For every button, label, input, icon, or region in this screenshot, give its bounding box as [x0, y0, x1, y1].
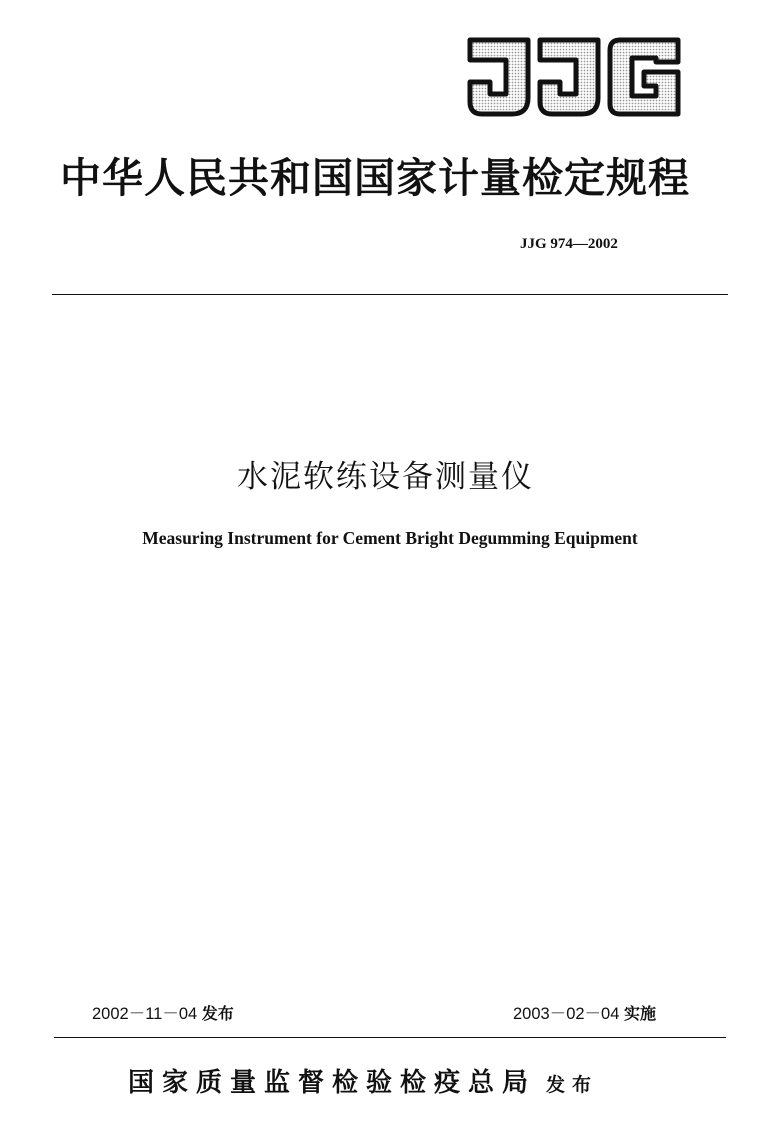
document-title-cn: 水泥软练设备测量仪 — [237, 459, 534, 495]
standard-number: JJG 974—2002 — [520, 236, 618, 252]
regulation-series-title: 中华人民共和国国家计量检定规程 — [60, 154, 690, 202]
publisher-name: 国家质量监督检验检疫总局 — [128, 1068, 537, 1098]
implement-label: 实施 — [624, 1004, 657, 1023]
top-divider — [52, 294, 728, 295]
implement-date — [513, 1000, 656, 1024]
publisher-suffix: 发布 — [546, 1074, 599, 1096]
issue-label: 发布 — [201, 1004, 234, 1023]
issue-date-value: 2002－11－04 — [92, 1005, 198, 1023]
implement-date-value: 2003－02－04 — [513, 1005, 620, 1023]
document-title-en: Measuring Instrument for Cement Bright Degumming Equipment — [142, 528, 638, 548]
issue-date — [92, 1000, 234, 1024]
jjg-logo — [466, 36, 684, 118]
bottom-divider — [54, 1037, 726, 1038]
publisher-line — [128, 1062, 598, 1099]
